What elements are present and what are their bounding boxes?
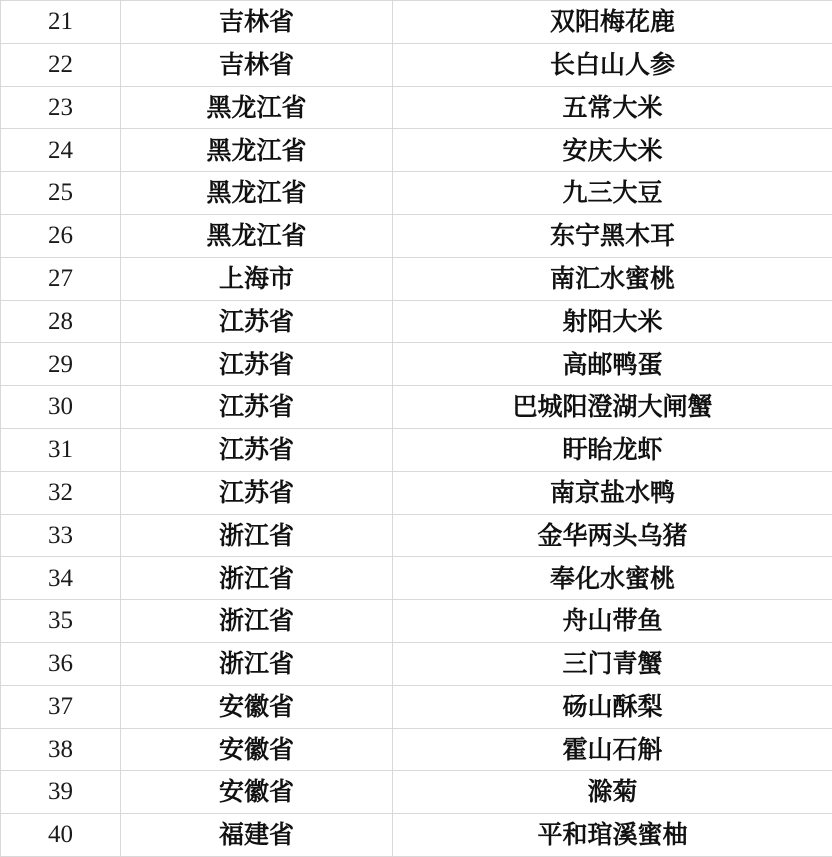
cell-product: 舟山带鱼: [393, 600, 832, 643]
cell-product: 高邮鸭蛋: [393, 343, 832, 386]
table-row: [1, 642, 832, 685]
cell-product: 平和琯溪蜜柚: [393, 814, 832, 857]
cell-product: 射阳大米: [393, 300, 832, 343]
table-row: [1, 214, 832, 257]
cell-province: 江苏省: [121, 386, 393, 429]
cell-province: 江苏省: [121, 428, 393, 471]
table-row: [1, 300, 832, 343]
table-row: [1, 257, 832, 300]
cell-province: 安徽省: [121, 685, 393, 728]
cell-index: 23: [1, 86, 121, 129]
table-row: [1, 685, 832, 728]
cell-index: 24: [1, 129, 121, 172]
cell-index: 21: [1, 1, 121, 44]
cell-index: 28: [1, 300, 121, 343]
cell-province: 黑龙江省: [121, 214, 393, 257]
table-row: [1, 428, 832, 471]
cell-product: 巴城阳澄湖大闸蟹: [393, 386, 832, 429]
cell-index: 32: [1, 471, 121, 514]
cell-index: 31: [1, 428, 121, 471]
cell-index: 36: [1, 642, 121, 685]
cell-index: 38: [1, 728, 121, 771]
table-row: [1, 728, 832, 771]
table-row: [1, 43, 832, 86]
cell-province: 吉林省: [121, 43, 393, 86]
table-row: [1, 814, 832, 857]
cell-province: 江苏省: [121, 300, 393, 343]
cell-province: 黑龙江省: [121, 129, 393, 172]
table-row: [1, 514, 832, 557]
cell-index: 29: [1, 343, 121, 386]
cell-product: 东宁黑木耳: [393, 214, 832, 257]
table-row: [1, 471, 832, 514]
cell-province: 黑龙江省: [121, 172, 393, 215]
cell-product: 安庆大米: [393, 129, 832, 172]
cell-index: 34: [1, 557, 121, 600]
table-row: [1, 1, 832, 44]
cell-product: 南京盐水鸭: [393, 471, 832, 514]
cell-province: 江苏省: [121, 471, 393, 514]
cell-product: 砀山酥梨: [393, 685, 832, 728]
cell-product: 霍山石斛: [393, 728, 832, 771]
table-row: [1, 557, 832, 600]
table-row: [1, 129, 832, 172]
cell-province: 黑龙江省: [121, 86, 393, 129]
cell-product: 金华两头乌猪: [393, 514, 832, 557]
cell-product: 五常大米: [393, 86, 832, 129]
cell-province: 浙江省: [121, 557, 393, 600]
cell-index: 33: [1, 514, 121, 557]
table-body: [1, 1, 832, 857]
cell-index: 25: [1, 172, 121, 215]
cell-product: 南汇水蜜桃: [393, 257, 832, 300]
cell-province: 吉林省: [121, 1, 393, 44]
cell-province: 福建省: [121, 814, 393, 857]
cell-index: 26: [1, 214, 121, 257]
cell-index: 27: [1, 257, 121, 300]
cell-product: 双阳梅花鹿: [393, 1, 832, 44]
table-row: [1, 343, 832, 386]
cell-province: 安徽省: [121, 771, 393, 814]
cell-index: 30: [1, 386, 121, 429]
table-row: [1, 86, 832, 129]
cell-province: 江苏省: [121, 343, 393, 386]
cell-index: 22: [1, 43, 121, 86]
table-row: [1, 172, 832, 215]
cell-province: 浙江省: [121, 514, 393, 557]
cell-province: 浙江省: [121, 642, 393, 685]
cell-index: 39: [1, 771, 121, 814]
cell-index: 37: [1, 685, 121, 728]
cell-index: 35: [1, 600, 121, 643]
cell-product: 盱眙龙虾: [393, 428, 832, 471]
cell-product: 三门青蟹: [393, 642, 832, 685]
table-row: [1, 600, 832, 643]
table-row: [1, 771, 832, 814]
cell-index: 40: [1, 814, 121, 857]
cell-product: 滁菊: [393, 771, 832, 814]
cell-product: 九三大豆: [393, 172, 832, 215]
cell-province: 安徽省: [121, 728, 393, 771]
cell-product: 长白山人参: [393, 43, 832, 86]
table-row: [1, 386, 832, 429]
cell-province: 上海市: [121, 257, 393, 300]
cell-province: 浙江省: [121, 600, 393, 643]
cell-product: 奉化水蜜桃: [393, 557, 832, 600]
